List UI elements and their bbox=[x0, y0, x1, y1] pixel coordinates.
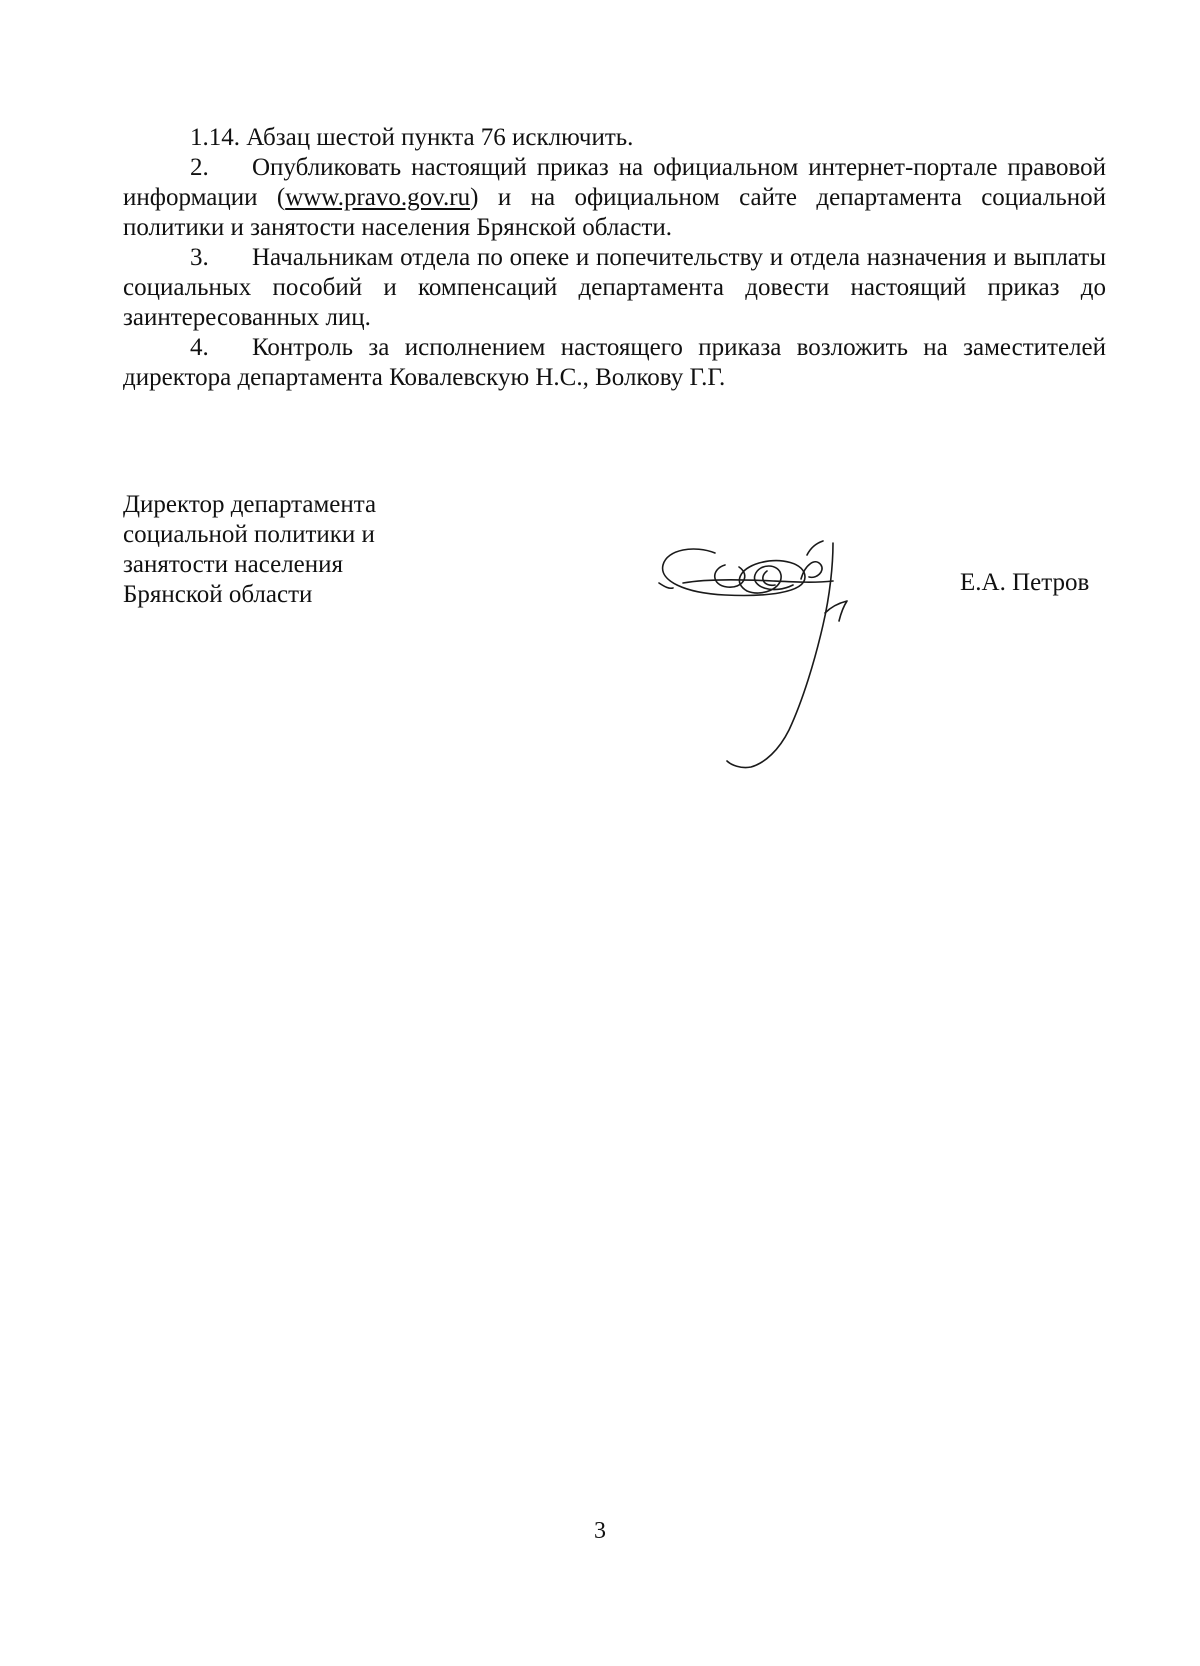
paragraph-text: 1.14. Абзац шестой пункта 76 исключить. bbox=[190, 124, 634, 151]
paragraph-2 bbox=[123, 153, 1106, 243]
paragraph-number: 3. bbox=[190, 244, 209, 271]
paragraph-text: Начальникам отдела по опеке и попечительству и отдела назначения и выплаты социальных пособий и компенсаций департамента довести настоящий приказ до заинтересованных лиц. bbox=[123, 244, 1106, 331]
page-number: 3 bbox=[594, 1518, 606, 1544]
signatory-title-line: занятости населения bbox=[123, 551, 344, 578]
handwritten-signature bbox=[655, 535, 885, 790]
signatory-title-line: Директор департамента bbox=[123, 491, 377, 518]
signatory-name: Е.А. Петров bbox=[960, 569, 1090, 596]
paragraph-3 bbox=[123, 243, 1106, 333]
paragraph-1-14 bbox=[123, 123, 1106, 153]
paragraph-number: 4. bbox=[190, 334, 209, 361]
paragraph-text: Контроль за исполнением настоящего приказа возложить на заместителей директора департамента Ковалевскую Н.С., Волкову Г.Г. bbox=[123, 334, 1106, 391]
signatory-title bbox=[123, 490, 376, 610]
document-body bbox=[123, 123, 1106, 393]
pravo-gov-link: www.pravo.gov.ru bbox=[285, 184, 471, 211]
paragraph-text: ) и на официальном сайте департамента социальной политики и занятости населения Брянской области. bbox=[123, 184, 1106, 241]
paragraph-4 bbox=[123, 333, 1106, 393]
paragraph-text: Опубликовать настоящий приказ на официальном интернет-портале правовой информации ( bbox=[123, 154, 1106, 211]
signatory-title-line: Брянской области bbox=[123, 581, 313, 608]
signatory-title-line: социальной политики и bbox=[123, 521, 375, 548]
paragraph-number: 2. bbox=[190, 154, 209, 181]
